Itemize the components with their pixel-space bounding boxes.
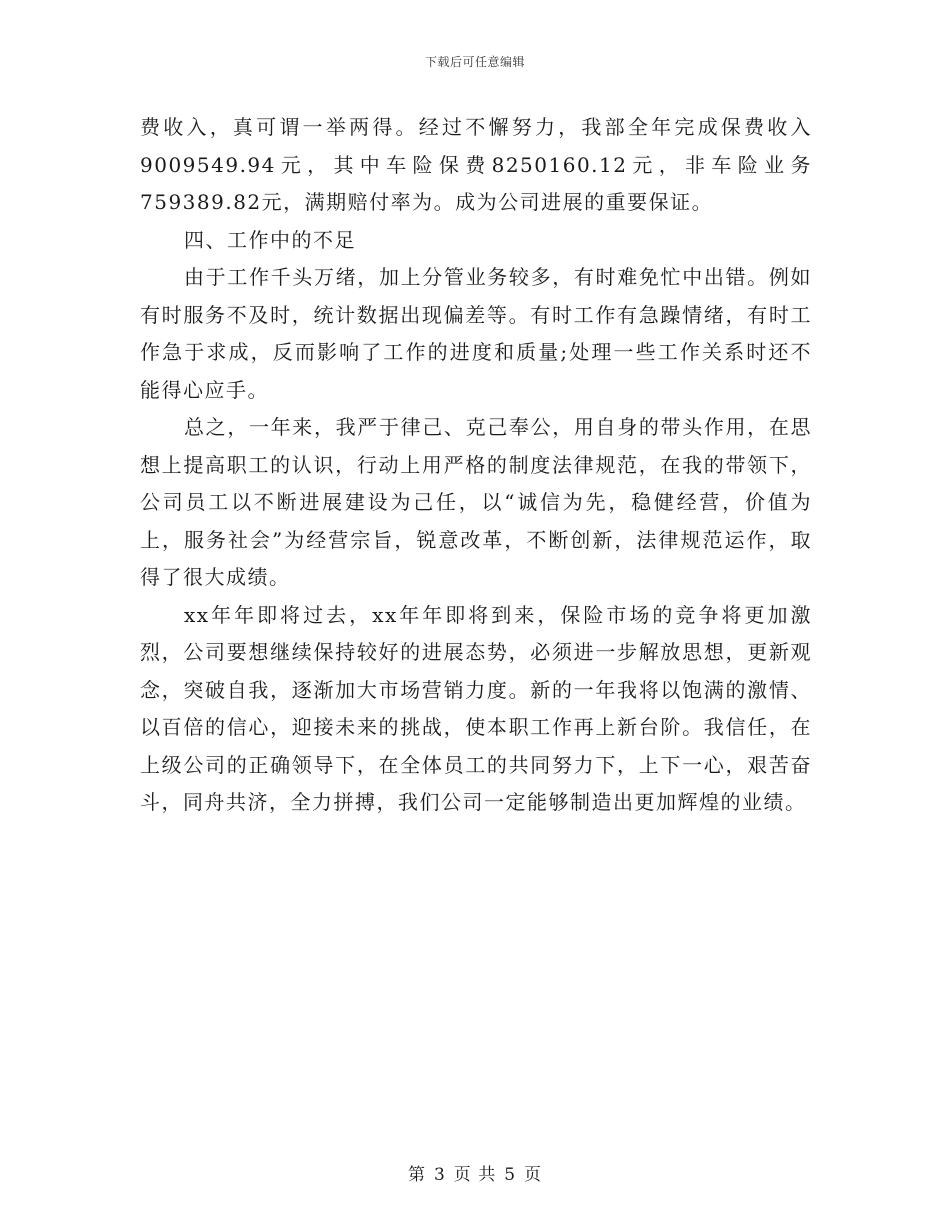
section-heading-shortcomings: 四、工作中的不足	[184, 227, 356, 252]
paragraph-outlook: xx年年即将过去，xx年年即将到来，保险市场的竞争将更加激烈，公司要想继续保持较好的进展态势，必须进一步解放思想，更新观念，突破自我，逐渐加大市场营销力度。新的一年我将以饱满的激情、以百倍的信心，迎接未来的挑战，使本职工作再上新台阶。我信任，在上级公司的正确领导下，在全体员工的共同努力下，上下一心，艰苦奋斗，同舟共济，全力拼搏，我们公司一定能够制造出更加辉煌的业绩。	[140, 602, 812, 814]
page-header-note: 下载后可任意编辑	[424, 55, 525, 69]
total-pages-number: 5	[504, 1165, 517, 1185]
footer-mid: 页 共	[453, 1165, 497, 1185]
current-page-number: 3	[433, 1165, 446, 1185]
page-footer	[0, 1160, 950, 1185]
footer-suffix: 页	[524, 1165, 543, 1185]
footer-prefix: 第	[407, 1165, 426, 1185]
document-body	[140, 109, 812, 822]
paragraph-premium-income: 费收入，真可谓一举两得。经过不懈努力，我部全年完成保费收入9009549.94元，其中车险保费8250160.12元，非车险业务759389.82元，满期赔付率为。成为公司进展的重要保证。	[140, 115, 812, 214]
paragraph-summary: 总之，一年来，我严于律己、克己奉公，用自身的带头作用，在思想上提高职工的认识，行动上用严格的制度法律规范，在我的带领下，公司员工以不断进展建设为己任，以“诚信为先，稳健经营，价值为上，服务社会”为经营宗旨，锐意改革，不断创新，法律规范运作，取得了很大成绩。	[140, 415, 812, 589]
paragraph-shortcomings: 由于工作千头万绪，加上分管业务较多，有时难免忙中出错。例如有时服务不及时，统计数据出现偏差等。有时工作有急躁情绪，有时工作急于求成，反而影响了工作的进度和质量;处理一些工作关系时还不能得心应手。	[140, 265, 812, 402]
